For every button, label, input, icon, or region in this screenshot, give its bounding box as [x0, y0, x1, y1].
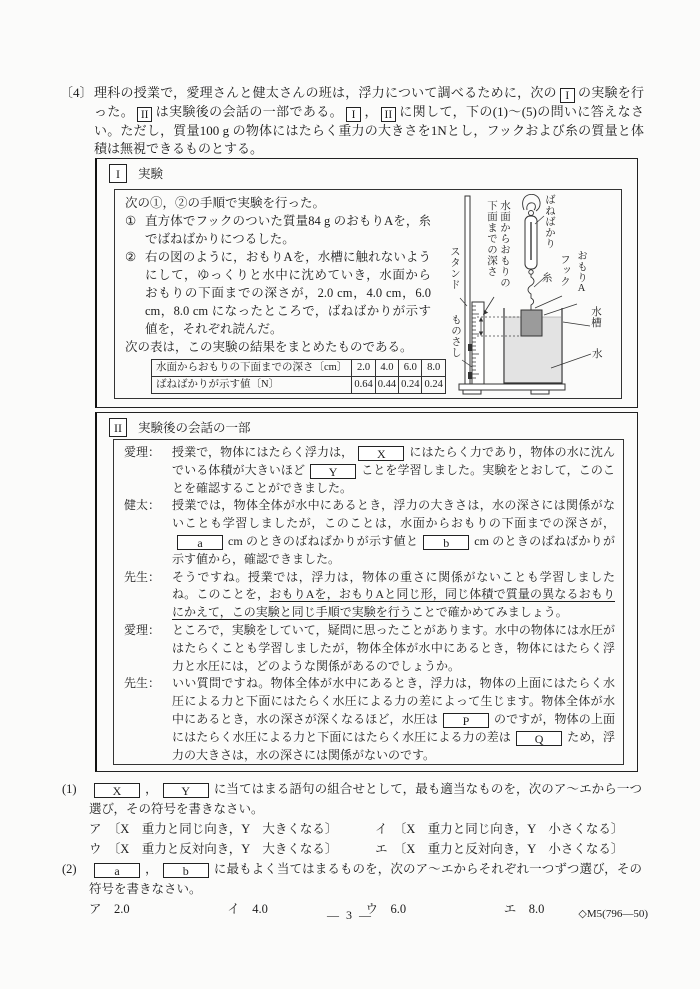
- dialogue-entry: [124, 444, 615, 497]
- question-1-options: [89, 819, 642, 859]
- results-table: [151, 359, 446, 394]
- section1-title: 実験: [138, 167, 164, 181]
- speaker-name: 愛理：: [124, 622, 161, 637]
- question-1: [62, 779, 642, 819]
- questions-block: [62, 779, 642, 919]
- scale-value: 0.24: [422, 377, 445, 394]
- text-segment: おもりAを，おもりAと同じ形，同じ体積で質量の異なるおもりにかえて，この実験と同じ手順で実験を行う: [172, 587, 615, 620]
- table-row: [152, 360, 446, 377]
- inline-answer-box: X: [94, 783, 140, 798]
- depth-value: 8.0: [422, 360, 445, 377]
- text-segment: ，: [145, 862, 158, 876]
- tank-label: 水槽: [590, 306, 601, 328]
- option-e: エ 8.0: [503, 902, 545, 916]
- scale-value: 0.24: [399, 377, 422, 394]
- speech-text: [172, 675, 615, 764]
- water-label: 水: [592, 349, 603, 360]
- inline-answer-box: a: [94, 863, 140, 878]
- page-number: — 3 —: [327, 908, 373, 922]
- option-u: ウ 〔X 重力と反対向き，Y 大きくなる〕: [89, 842, 338, 856]
- option-a: ア 〔X 重力と同じ向き，Y 大きくなる〕: [89, 822, 338, 836]
- question-number: 〔4〕: [60, 85, 93, 100]
- text-segment: にはたらく力であり，物体の水に沈んでいる体積が大きいほど: [172, 445, 615, 477]
- text-segment: 理科の授業で，愛理さんと健太さんの班は，浮力について調べるために，次の: [94, 85, 557, 100]
- inline-answer-box: a: [177, 535, 223, 550]
- text-segment: ，: [145, 782, 158, 796]
- inline-answer-box: Y: [310, 464, 356, 479]
- section1-roman-box: I: [109, 164, 127, 183]
- document-code: ◇M5(796—50): [578, 908, 648, 920]
- text-segment: cm のときのばねばかりが示す値から，確認できました。: [172, 533, 615, 566]
- section1-label-row: [109, 164, 163, 183]
- text-segment: ことで確かめてみましょう。: [411, 605, 568, 620]
- step2-number: ②: [125, 250, 137, 264]
- question-lead-text: [94, 84, 644, 157]
- text-segment: ことを学習しました。実験をとおして，このことを確認することができました。: [172, 462, 615, 495]
- row2-label: ばねばかりが示す値〔N〕: [152, 377, 352, 394]
- section2-label-row: [109, 418, 251, 437]
- table-note: 次の表は，この実験の結果をまとめたものである。: [125, 340, 413, 354]
- text-segment: ため，浮力の大きさは，水の深さには関係がないのです。: [172, 729, 615, 762]
- stand-label: スタンド: [449, 246, 460, 290]
- question-2-marker: (2): [62, 862, 77, 876]
- speaker-name: 健太：: [124, 498, 161, 513]
- dialogue-entry: [124, 569, 615, 622]
- spring-scale-drawing: [525, 211, 537, 275]
- text-segment: 授業で，物体にはたらく浮力は，: [172, 445, 354, 459]
- speech-text: [172, 622, 615, 675]
- text-segment: ，: [364, 104, 378, 119]
- scale-value: 0.44: [375, 377, 398, 394]
- experiment-intro: 次の①，②の手順で実験を行った。: [125, 196, 326, 210]
- experiment-step-1: [125, 212, 431, 248]
- option-e: エ 〔X 重力と反対向き，Y 小さくなる〕: [375, 842, 624, 856]
- experiment-inner-box: [114, 189, 622, 399]
- text-segment: に当てはまる語句の組合せとして，最も適当なものを，次のア～エから一つ選び，その符号を書きなさい。: [89, 782, 642, 816]
- scale-value: 0.64: [352, 377, 375, 394]
- text-segment: いい質問ですね。物体全体が水中にあるとき，浮力は，物体の上面にはたらく水圧による力と下面にはたらく水圧による力の差によって生じます。物体全体が水中にあるとき，水の深さが深くなるほど，水圧は: [172, 676, 615, 726]
- option-a: ア 2.0: [89, 902, 130, 916]
- text-segment: に最もよく当てはまるものを，次のア～エからそれぞれ一つずつ選び，その符号を書きなさい。: [89, 862, 642, 896]
- dialogue-entry: [124, 622, 615, 675]
- step1-text: 直方体でフックのついた質量84 g のおもりAを，糸でばねばかりにつるした。: [145, 214, 431, 246]
- depth-value: 4.0: [375, 360, 398, 377]
- inline-answer-box: b: [423, 535, 469, 550]
- text-segment: のですが，物体の上面にはたらく水圧による力と下面にはたらく水圧による力の差は: [172, 711, 615, 744]
- step1-number: ①: [125, 214, 137, 228]
- option-u: ウ 6.0: [365, 902, 407, 916]
- apparatus-drawing: [447, 194, 619, 396]
- inline-answer-box: P: [443, 713, 489, 728]
- question-header: [60, 84, 644, 157]
- inline-answer-box: II: [137, 107, 152, 122]
- text-segment: に関して，下の(1)～(5)の問いに答えなさい。ただし，質量100 g の物体にはたらく重力の大きさを1Nとし，フックおよび糸の質量と体積は無視できるものとする。: [94, 104, 644, 156]
- speaker-name: 愛理：: [124, 445, 161, 459]
- inline-answer-box: Q: [516, 731, 562, 746]
- section2-title: 実験後の会話の一部: [138, 421, 251, 435]
- option-i: イ 〔X 重力と同じ向き，Y 小さくなる〕: [375, 822, 624, 836]
- experiment-figure: [447, 194, 619, 396]
- depth-value: 6.0: [399, 360, 422, 377]
- question-1-marker: (1): [62, 782, 77, 796]
- hand-drawing: [523, 194, 541, 211]
- question-2: [62, 859, 642, 899]
- inline-answer-box: I: [560, 88, 575, 103]
- row1-label: 水面からおもりの下面までの深さ〔cm〕: [152, 360, 352, 377]
- inline-answer-box: X: [358, 446, 404, 461]
- depth-label: 水面からおもりの下面までの深さ: [486, 200, 510, 288]
- speech-text: [172, 497, 615, 568]
- inline-answer-box: Y: [163, 783, 209, 798]
- text-segment: ところで，実験をしていて，疑問に思ったことがあります。水中の物体には水圧がはたらくことも学習しましたが，物体全体が水中にあるとき，物体にはたらく浮力と水圧には，どのような関係があるのでしょうか。: [172, 622, 615, 673]
- dialogue: [124, 444, 615, 764]
- section-experiment: [95, 158, 638, 408]
- text-segment: cm のときのばねばかりが示す値と: [228, 533, 419, 548]
- weight-label: おもりA: [576, 250, 587, 295]
- option-i: イ 4.0: [227, 902, 268, 916]
- question-2-text: [89, 859, 642, 899]
- experiment-step-2: [125, 248, 431, 338]
- conversation-inner-box: [113, 439, 624, 765]
- text-segment: の実験を行った。: [94, 85, 644, 119]
- step2-text: 右の図のように，おもりAを，水槽に触れないようにして，ゆっくりと水中に沈めていき，水面からおもりの下面までの深さが，2.0 cm，4.0 cm，6.0 cm，8.0 cm になったところで，ばねばかりが示す値を，それぞれ読んだ。: [145, 250, 431, 336]
- thread-label: 糸: [542, 273, 553, 284]
- spring-scale-label: ばねばかり: [544, 194, 555, 249]
- speech-text: [172, 444, 615, 497]
- text-segment: そうですね。授業では，浮力は，物体の重さに関係がないことも学習しましたね。このことを，: [172, 569, 615, 602]
- table-row: [152, 377, 446, 394]
- inline-answer-box: b: [163, 863, 209, 878]
- text-segment: 授業では，物体全体が水中にあるとき，浮力の大きさは，水の深さには関係がないことも学習しましたが，このことは，水面からおもりの下面までの深さが，: [172, 498, 615, 531]
- dialogue-entry: [124, 497, 615, 568]
- depth-value: 2.0: [352, 360, 375, 377]
- text-segment: は実験後の会話の一部である。: [155, 104, 344, 119]
- thread-drawing: [528, 274, 534, 310]
- section2-roman-box: II: [109, 418, 127, 437]
- inline-answer-box: II: [381, 107, 396, 122]
- speech-text: [172, 569, 615, 622]
- dialogue-entry: [124, 675, 615, 764]
- ruler-label: ものさし: [450, 314, 461, 358]
- speaker-name: 先生：: [124, 676, 161, 691]
- inline-answer-box: I: [346, 107, 361, 122]
- weight-drawing: [521, 310, 542, 336]
- experiment-text: [125, 194, 443, 394]
- hook-label: フック: [559, 254, 570, 287]
- section-conversation: [95, 412, 638, 772]
- question-1-text: [89, 779, 642, 819]
- speaker-name: 先生：: [124, 569, 161, 584]
